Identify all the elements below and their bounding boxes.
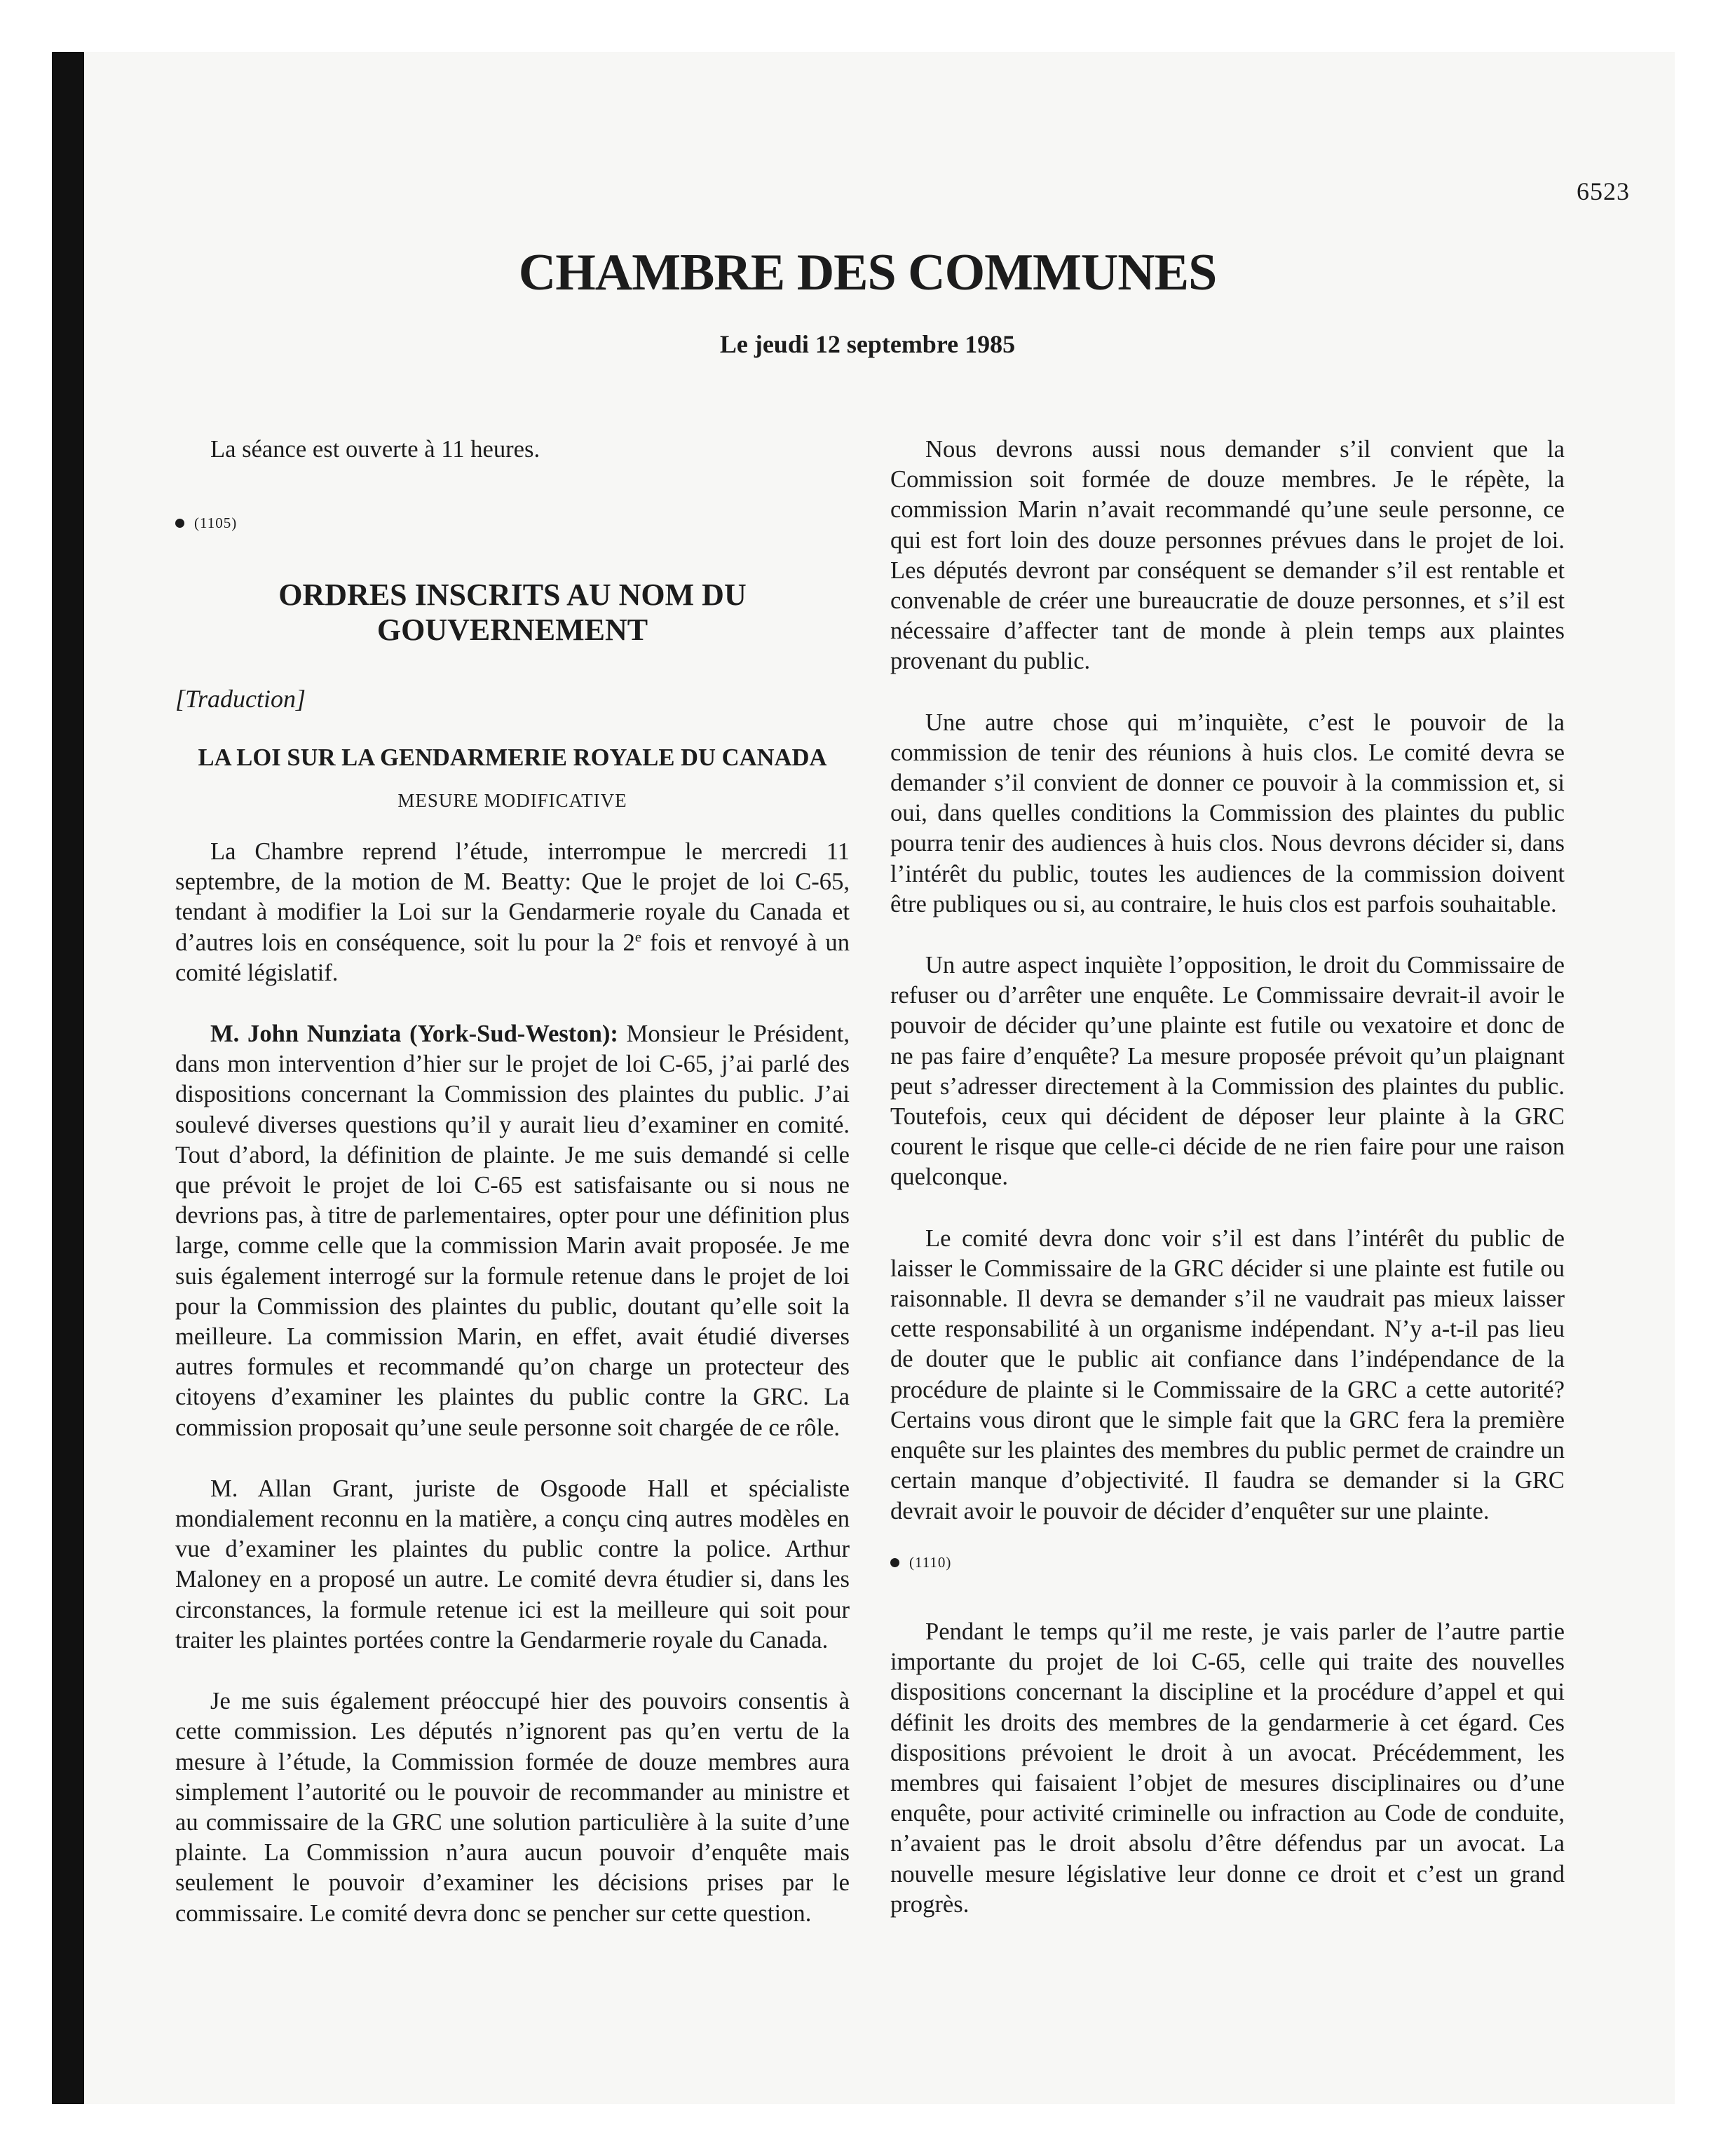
speech-paragraph-3: Je me suis également préoccupé hier des pouvoirs consentis à cette commission. Les députés n’ignorent pas qu’en vertu de la mesure à l’étude, la Commission formée de douze membres aura simplement l’autorité ou le pouvoir de recommander au ministre et au commissaire de la GRC une solution particulière à la suite d’une plainte. La Commission n’aura aucun pouvoir d’enquête mais seulement le pouvoir d’examiner les décisions prises par le commissaire. Le comité devra donc se pencher sur cette question. [175,1688,850,1927]
time-marker-1105 [175,508,850,538]
document-title: CHAMBRE DES COMMUNES [518,244,1217,301]
time-marker-label: (1110) [909,1553,952,1571]
section-heading: ORDRES INSCRITS AU NOM DU GOUVERNEMENT [278,578,747,648]
time-marker-1110 [890,1548,1565,1578]
speech-paragraph-2: M. Allan Grant, juriste de Osgoode Hall et spécialiste mondialement reconnu en la matière, a conçu cinq autres modèles en vue d’examiner les plaintes du public contre la police. Arthur Maloney en a proposé un autre. Le comité devra étudier si, dans les circonstances, la formule retenue ici est la meilleure qui soit pour traiter les plaintes portées contre la Gendarmerie royale du Canada. [175,1475,850,1653]
speech-paragraph-4: Nous devrons aussi nous demander s’il convient que la Commission soit formée de douze membres. Je le répète, la commission Marin n’avait recommandé qu’une seule personne, ce qui est fort loin des douze personnes prévues dans le projet de loi. Les députés devront par conséquent se demander s’il est rentable et convenable de créer une bureaucratie de douze personnes, et s’il est nécessaire d’affecter tant de monde à plein temps aux plaintes provenant du public. [890,436,1565,675]
bullet-icon [890,1558,899,1567]
speech-paragraph-8: Pendant le temps qu’il me reste, je vais parler de l’autre partie importante du projet de loi C-65, celle qui traite des nouvelles dispositions concernant la discipline et la procédure d’appel et qui définit les droits des membres de la gendarmerie à cet égard. Ces dispositions prévoient le droit à un avocat. Précédemment, les membres qui faisaient l’objet de mesures disciplinaires ou d’une enquête, pour activité criminelle ou infraction au Code de conduite, n’avaient pas le droit absolu d’être défendus par un avocat. La nouvelle mesure législative leur donne ce droit et c’est un grand progrès. [890,1618,1565,1918]
sitting-date: Le jeudi 12 septembre 1985 [719,330,1016,358]
bill-heading: LA LOI SUR LA GENDARMERIE ROYALE DU CANADA [198,744,827,771]
speech-paragraph-5: Une autre chose qui m’inquiète, c’est le pouvoir de la commission de tenir des réunions à huis clos. Le comité devra se demander s’il convient de donner ce pouvoir à la commission et, si oui, dans quelles conditions la Commission des plaintes du public pourra tenir des audiences à huis clos. Nous devrons décider si, dans l’intérêt du public, toutes les audiences de la commission doivent être publiques ou si, au contraire, le huis clos est parfois souhaitable. [890,709,1565,917]
resume-text: La Chambre reprend l’étude, interrompue le mercredi 11 septembre, de la motion de M. Beatty: Que le projet de loi C-65, tendant à modifier la Loi sur la Gendarmerie royale du Canada et d’autres lois en conséquence, soit lu pour la 2 [175,838,850,956]
speech-paragraph-6: Un autre aspect inquiète l’opposition, le droit du Commissaire de refuser ou d’arrêter une enquête. Le Commissaire devrait-il avoir le pouvoir de décider qu’une plainte est futile ou vexatoire et donc de ne pas faire d’enquête? La mesure proposée prévoit qu’un plaignant peut s’adresser directement à la Commission des plaintes du public. Toutefois, ceux qui décident de déposer leur plainte à la GRC courent le risque que celle-ci décide de ne rien faire pour une raison quelconque. [890,952,1565,1191]
right-column [890,435,1565,1951]
time-marker-label: (1105) [194,514,238,532]
sitting-opening: La séance est ouverte à 11 heures. [210,436,540,463]
resume-paragraph [175,837,850,988]
resume-text-end: fois et renvoyé à un comité législatif. [175,929,850,986]
speech-text-1: Monsieur le Président, dans mon intervention d’hier sur le projet de loi C-65, j’ai parlé des dispositions concernant la Commission des plaintes du public. J’ai soulevé diverses questions qu’il y aurait lieu d’examiner en comité. Tout d’abord, la définition de plainte. Je me suis demandé si celle que prévoit le projet de loi C-65 est satisfaisante ou si nous ne devrions pas, à titre de parlementaires, opter pour une définition plus large, comme celle que la commission Marin avait proposée. Je me suis également interrogé sur la formule retenue dans le projet de loi pour la Commission des plaintes du public, doutant qu’elle soit la meilleure. La commission Marin, en effet, avait étudié diverses autres formules et recommandé qu’on charge un protecteur des citoyens d’examiner les plaintes du public contre la GRC. La commission proposait qu’une seule personne soit chargée de ce rôle. [175,1021,850,1441]
ordinal-superscript: e [634,929,642,946]
speaker-name: M. John Nunziata (York-Sud-Weston): [210,1021,618,1048]
scan-edge-shadow [52,52,84,2104]
page-number: 6523 [1577,177,1630,205]
bill-subheading: MESURE MODIFICATIVE [397,789,627,811]
speech-paragraph-7: Le comité devra donc voir s’il est dans l’intérêt du public de laisser le Commissaire de la GRC décider si une plainte est futile ou raisonnable. Il devra se demander s’il ne vaudrait pas mieux laisser cette responsabilité à un organisme indépendant. N’y a-t-il pas lieu de douter que le public ait confiance dans l’indépendance de la procédure de plainte si le Commissaire de la GRC a cette autorité? Certains vous diront que le simple fait que la GRC fera la première enquête sur les plaintes des membres du public permet de craindre un certain manque d’objectivité. Il faudra se demander si la GRC devrait avoir le pouvoir de décider d’enquêter sur une plainte. [890,1224,1565,1524]
translation-note: [Traduction] [175,685,306,714]
bullet-icon [175,519,184,528]
speech-paragraph-1 [175,1019,850,1443]
left-column [175,435,850,1960]
